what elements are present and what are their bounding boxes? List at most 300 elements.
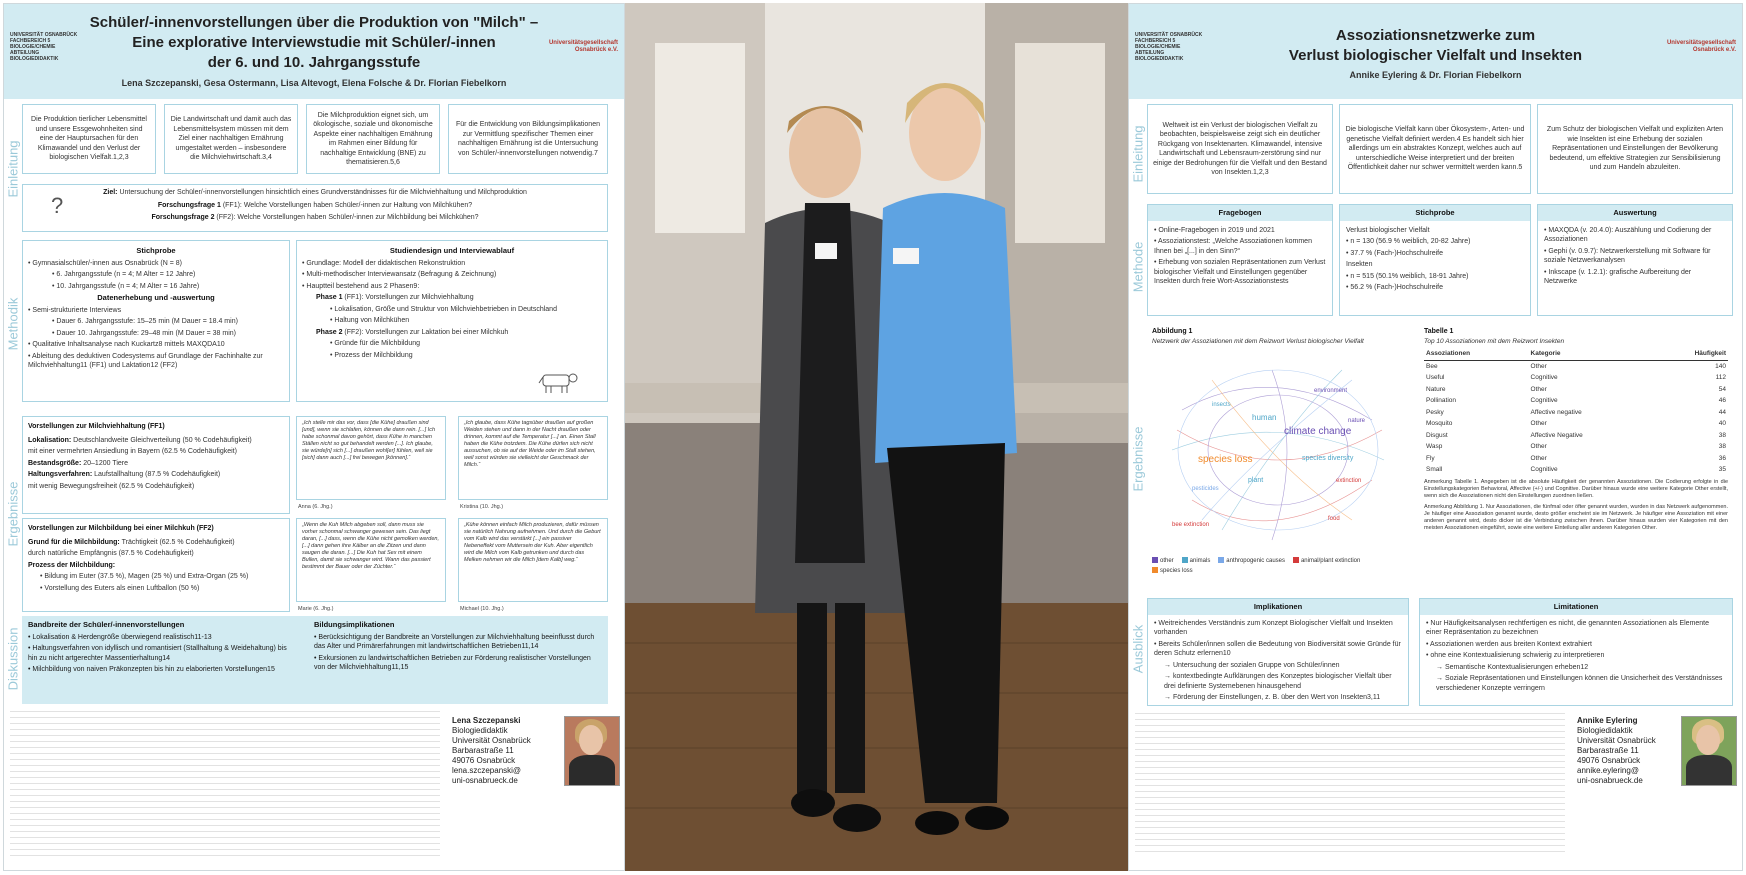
list-item: • Gründe für die Milchbildung [330, 340, 421, 347]
phase-text: (FF2): Vorstellungen zur Laktation bei einer Milchkuh [344, 328, 509, 336]
list-item: • Grundlage: Modell der didaktischen Rekonstruktion [302, 259, 466, 267]
intro-box [1537, 104, 1733, 194]
table-cell: Cognitive [1530, 397, 1558, 404]
contact-email: annike.eylering@ [1577, 766, 1639, 775]
quote-text: „Ich stelle mir das vor, dass [die Kühe] draußen sind [und], wenn sie schlafen, können die dann rein. [...] Ich habe schonmal davon gehört, dass Kühe in manchen Ställen nicht so gut behandelt werden [...]. Ich glaube, sie würde[n] sich [...] draußen wohl[er] fühlen, weil sie [sich] dann auch [...] frei bewegen [können].“ [302, 420, 436, 461]
legend-item [1152, 567, 1193, 577]
intro-box [1339, 104, 1531, 194]
contact-name: Lena Szczepanski [452, 716, 521, 725]
intro-text: Die Produktion tierlicher Lebensmittel und unsere Essgewohnheiten sind eine der Hauptursachen für den Klimawandel und den Verlust der biologischen Vielfalt.1,2,3 [31, 116, 147, 162]
contact-line: Barbarastraße 11 [1577, 746, 1639, 755]
network-node-label: food [1328, 516, 1340, 522]
method-analysis [1537, 204, 1733, 316]
result-text: mit wenig Bewegungsfreiheit (62.5 % Codehäufigkeit) [28, 482, 195, 490]
intro-text: Zum Schutz der biologischen Vielfalt und expliziten Arten wie Insekten ist eine Erhebung der sozialen Repräsentationen und Einstellungen der Bevölkerung bedeutend, um effektive Strategien zur Sensibilisierung und zum Handeln abzuleiten. [1546, 126, 1724, 172]
table-cell: 40 [1718, 420, 1726, 427]
contact-email: uni-osnabrueck.de [1577, 776, 1643, 785]
method-heading: Fragebogen [1148, 205, 1332, 221]
poster-title [1209, 26, 1662, 66]
contact-block [1577, 716, 1656, 786]
list-item: • Assoziationen werden aus breiten Kontext extrahiert [1426, 640, 1592, 648]
implications-heading: Implikationen [1148, 599, 1408, 615]
quote-author: Anna (6. Jhg.) [298, 504, 333, 510]
figure-legend [1152, 556, 1404, 577]
list-text: → Förderung der Einstellungen, z. B. über den Wert von Insekten3,11 [1164, 694, 1381, 701]
table-row [1424, 384, 1728, 396]
list-item: • Hauptteil bestehend aus 2 Phasen9: [302, 282, 420, 290]
section-label-text: Einleitung [5, 140, 21, 198]
list-text: Ableitung des deduktiven Codesystems auf Grundlage der Fachinhalte zur Milchviehhaltung11 (FF1) und Laktation12 (FF2) [28, 352, 263, 369]
table-cell: Bee [1426, 362, 1438, 370]
sample-group-label: Verlust biologischer Vielfalt [1346, 226, 1430, 234]
quote-author: Kristina (10. Jhg.) [460, 504, 504, 510]
list-item: • Exkursionen zu landwirtschaftlichen Betrieben zur Förderung realistischer Vorstellungen von der Milchviehhaltung11,15 [314, 654, 591, 671]
author-photo [1681, 716, 1737, 786]
title-line: Schüler/-innenvorstellungen über die Produktion von "Milch" – [89, 14, 539, 31]
result-text: Trächtigkeit (62.5 % Codehäufigkeit) [121, 538, 235, 546]
section-label-intro [1131, 104, 1145, 204]
section-label-results [6, 414, 20, 614]
table-row [1424, 464, 1728, 476]
poster-milk-study [3, 3, 625, 871]
table-row [1424, 372, 1728, 384]
author-photo [564, 716, 620, 786]
list-item: • Nur Häufigkeitsanalysen rechtfertigen es nicht, die genannten Assoziationen als Elemente einer Repräsentation zu bezeichnen [1426, 619, 1710, 636]
intro-text: Die Landwirtschaft und damit auch das Lebensmittelsystem müssen mit dem Ziel einer nachhaltigen Ernährung umgestaltet werden – insbesondere die Milchviehwirtschaft.3,4 [170, 116, 292, 162]
list-text: Weitreichendes Verständnis zum Konzept Biologischer Vielfalt und Insekten vorhanden [1154, 619, 1393, 636]
legend-label: animals [1189, 557, 1211, 564]
result-line [28, 459, 284, 469]
network-node-label: species loss [1198, 454, 1253, 465]
references-block [1135, 712, 1565, 862]
intro-text: Die biologische Vielfalt kann über Ökosystem-, Arten- und genetische Vielfalt definiert werden.4 Es handelt sich hier allerdings um ein abstraktes Konzept, welches auch auf unterschiedliche Weise interpretiert und der breiten Öffentlichkeit daher nur schwer vermittelt werden kann.5 [1345, 126, 1525, 172]
figure-caption: Netzwerk der Assoziationen mit dem Reizwort Verlust biologischer Vielfalt [1152, 337, 1364, 345]
sample-heading: Stichprobe [136, 246, 176, 255]
list-text: → Untersuchung der sozialen Gruppe von Schüler/innen [1164, 661, 1340, 669]
table-cell: Cognitive [1530, 466, 1558, 473]
contact-name: Annike Eylering [1577, 716, 1638, 725]
list-text: → kontextbedingte Aufklärungen des Konzeptes biologischer Vielfalt über drei definierte Systemebenen hinausgehend [1164, 673, 1392, 690]
university-logo [10, 32, 82, 62]
results-ff1-box [22, 416, 290, 514]
table-cell: Pesky [1426, 408, 1444, 416]
rq1-text: (FF1): Welche Vorstellungen haben Schüler/-innen zur Haltung von Milchkühen? [222, 201, 473, 209]
uni-line: BIOLOGIE/CHEMIE [10, 44, 56, 50]
phase-1 [302, 293, 602, 303]
poster-biodiversity-study [1128, 3, 1743, 871]
figure-network [1147, 324, 1409, 592]
list-item: • Gymnasialschüler/-innen aus Osnabrück (N = 8) [28, 259, 182, 267]
table-cell: Nature [1426, 385, 1446, 393]
table-cell: Other [1530, 420, 1547, 427]
list-text: Vorstellung des Euters als einen Luftballon (50 %) [44, 584, 200, 592]
network-node-label: insects [1212, 402, 1231, 408]
contact-line: Biologiedidaktik [1577, 726, 1633, 735]
list-item: • ohne eine Kontextualisierung schwierig zu interpretieren [1426, 652, 1605, 659]
list-text: Haltungsverfahren von idyllisch und romantisiert (Stallhaltung & Weidehaltung) bis hin zu nicht artgerechter Massentierhaltung14 [28, 645, 287, 662]
network-node-label: bee extinction [1172, 522, 1210, 528]
contact-line: 49076 Osnabrück [1577, 756, 1641, 765]
table-label: Tabelle 1 [1424, 328, 1454, 335]
list-item: • Lokalisation, Größe und Struktur von Milchviehbetrieben in Deutschland [330, 305, 557, 313]
list-text: Gründe für die Milchbildung [334, 340, 421, 347]
result-label: Grund für die Milchbildung: [28, 538, 120, 546]
list-text: 56.2 % (Fach-)Hochschulreife [1350, 284, 1443, 291]
table-cell: Other [1530, 385, 1547, 393]
sponsor-line: Universitätsgesellschaft [1666, 40, 1736, 46]
contact-email: lena.szczepanski@ [452, 766, 522, 775]
phase-2 [302, 328, 602, 338]
section-label-discussion [6, 614, 20, 704]
network-node-label: plant [1248, 477, 1264, 484]
section-label-text: Diskussion [5, 627, 21, 691]
network-node-label: species diversity [1302, 455, 1354, 462]
intro-box [1147, 104, 1333, 194]
table-cell: Disgust [1426, 431, 1448, 439]
result-line [28, 549, 284, 559]
result-line [28, 482, 284, 492]
list-text: n = 515 (50.1% weiblich, 18-91 Jahre) [1350, 272, 1469, 280]
list-text: ohne eine Kontextualisierung schwierig zu interpretieren [1430, 652, 1605, 659]
uni-line: FACHBEREICH 5 [1135, 38, 1176, 44]
list-text: Nur Häufigkeitsanalysen rechtfertigen es nicht, die genannten Assoziationen als Elemente einer Repräsentation zu bezeichnen [1426, 619, 1710, 636]
study-design-box [296, 240, 608, 402]
legend-item [1152, 557, 1174, 567]
quote-box [458, 518, 608, 602]
list-item: • Vorstellung des Euters als einen Luftballon (50 %) [40, 584, 200, 592]
intro-text: Die Milchproduktion eignet sich, um ökologische, soziale und ökonomische Aspekte einer nachhaltigen Ernährung im Rahmen einer Bildung für nachhaltige Entwicklung (BNE) zu thematisieren.5,6 [313, 111, 433, 166]
intro-text: Für die Entwicklung von Bildungsimplikationen zur Vermittlung spezifischer Themen einer nachhaltigen Ernährung ist die Untersuchung von Schüler/-innenvorstellungen notwendig.7 [456, 121, 600, 157]
list-text: Dauer 10. Jahrgangsstufe: 29–48 min (M Dauer = 38 min) [56, 329, 236, 337]
list-text: Lokalisation, Größe und Struktur von Milchviehbetrieben in Deutschland [334, 305, 557, 313]
contact-line: 49076 Osnabrück [452, 756, 516, 765]
associations-table [1424, 348, 1728, 476]
phase-text: (FF1): Vorstellungen zur Milchviehhaltung [344, 294, 474, 301]
result-line [28, 436, 284, 446]
table-cell: Other [1530, 443, 1547, 450]
quote-box [458, 416, 608, 500]
table-header-row [1424, 348, 1728, 360]
list-text: MAXQDA (v. 20.4.0): Auszählung und Codierung der Assoziationen [1544, 226, 1712, 243]
list-text: 10. Jahrgangsstufe (n = 4; M Alter = 16 Jahre) [56, 282, 200, 290]
uni-line: ABTEILUNG BIOLOGIEDIDAKTIK [10, 50, 59, 62]
legend-label: animal/plant extinction [1300, 557, 1361, 564]
intro-box [164, 104, 298, 174]
aim-text: Untersuchung der Schüler/-innenvorstellungen hinsichtlich eines Grundverständnisses für die Milchviehhaltung und Milchproduktion [119, 189, 527, 196]
table-cell: Affective Negative [1530, 431, 1583, 439]
method-heading: Auswertung [1538, 205, 1732, 221]
table-cell: 36 [1718, 454, 1726, 462]
table-caption: Top 10 Assoziationen mit dem Reizwort Insekten [1424, 337, 1565, 345]
list-item: • Bereits Schüler/innen sollen die Bedeutung von Biodiversität sowie Gründe für deren Schutz erlernen10 [1154, 640, 1401, 657]
uni-line: UNIVERSITÄT OSNABRÜCK [1135, 32, 1203, 38]
table-header: Häufigkeit [1651, 348, 1728, 360]
results-ff2-heading: Vorstellungen zur Milchbildung bei einer Milchkuh (FF2) [28, 525, 214, 532]
list-text: Berücksichtigung der Bandbreite an Vorstellungen zur Milchviehhaltung beeinflusst durch das Alter und Primärerfahrungen mit landwirtschaftlichen Betrieben11,14 [314, 633, 595, 650]
limitations-box [1419, 598, 1733, 706]
table-cell: Cognitive [1530, 374, 1558, 381]
result-text: mit einer vermehrten Ansiedlung in Bayern (62.5 % Codehäufigkeit) [28, 448, 237, 455]
list-item: • Milchbildung von naiven Präkonzepten bis hin zu elaborierten Vorstellungen15 [28, 666, 275, 673]
result-line [28, 561, 284, 571]
list-item: • Online-Fragebogen in 2019 und 2021 [1154, 226, 1275, 234]
design-heading: Studiendesign und Interviewablauf [389, 246, 515, 255]
table-row [1424, 453, 1728, 465]
legend-swatch [1218, 557, 1224, 563]
table-cell: Fly [1426, 454, 1435, 462]
quote-author: Michael (10. Jhg.) [460, 606, 504, 612]
table-cell: 35 [1718, 466, 1726, 473]
list-item: • Haltung von Milchkühen [330, 317, 410, 324]
title-line: Verlust biologischer Vielfalt und Insekten [1288, 47, 1583, 64]
list-item: • Qualitative Inhaltsanalyse nach Kuckartz8 mittels MAXQDA10 [28, 341, 225, 348]
title-line: Assoziationsnetzwerke zum [1335, 27, 1536, 44]
aim-box [22, 184, 608, 232]
table-cell: 112 [1715, 374, 1726, 381]
list-text: Assoziationstest: „Welche Assoziationen kommen Ihnen bei „[...] in den Sinn?“ [1154, 238, 1312, 255]
list-item: • n = 130 (56.9 % weiblich, 20-82 Jahre) [1346, 238, 1471, 245]
network-node-label: extinction [1336, 478, 1362, 484]
legend-swatch [1293, 557, 1299, 563]
list-text: Assoziationen werden aus breiten Kontext extrahiert [1430, 640, 1592, 648]
list-text: Gymnasialschüler/-innen aus Osnabrück (N = 8) [32, 259, 182, 267]
figure-label: Abbildung 1 [1152, 328, 1193, 335]
contact-line: Biologiedidaktik [452, 726, 508, 735]
result-line [28, 470, 284, 480]
legend-swatch [1182, 557, 1188, 563]
section-label-intro [6, 104, 20, 234]
list-text: Bereits Schüler/innen sollen die Bedeutung von Biodiversität sowie Gründe für deren Schutz erlernen10 [1154, 640, 1401, 657]
list-text: Lokalisation & Herdengröße überwiegend realistisch11-13 [32, 633, 212, 641]
list-item: • 6. Jahrgangsstufe (n = 4; M Alter = 12 Jahre) [52, 271, 196, 278]
result-line [28, 538, 284, 548]
list-text: Erhebung von sozialen Repräsentationen zum Verlust biologischer Vielfalt und Einstellungen gegenüber Insekten durch freie Wort-Assoziationstests [1154, 259, 1326, 285]
list-item: • Berücksichtigung der Bandbreite an Vorstellungen zur Milchviehhaltung beeinflusst durch das Alter und Primärerfahrungen mit landwirtschaftlichen Betrieben11,14 [314, 633, 595, 650]
network-node-label: environment [1314, 388, 1348, 394]
contact-line: Universität Osnabrück [1577, 736, 1656, 745]
uni-line: FACHBEREICH 5 [10, 38, 51, 44]
title-line: der 6. und 10. Jahrgangsstufe [207, 54, 421, 71]
method-heading: Stichprobe [1340, 205, 1530, 221]
poster-title [84, 13, 544, 73]
implications-box [1147, 598, 1409, 706]
list-text: Gephi (v. 0.9.7): Netzwerkerstellung mit Software für soziale Netzwerkanalysen [1544, 247, 1711, 264]
table-row [1424, 441, 1728, 453]
list-item: • Inkscape (v. 1.2.1): grafische Aufbereitung der Netzwerke [1544, 268, 1692, 285]
table-cell: Other [1530, 362, 1547, 370]
method-sample [1339, 204, 1531, 316]
discussion-range [28, 620, 298, 677]
table-cell: Wasp [1426, 443, 1443, 450]
sponsor-logo [1667, 40, 1736, 54]
discussion-panel [22, 616, 608, 704]
section-label-text: Ausblick [1130, 624, 1146, 674]
legend-item [1182, 557, 1211, 567]
table-row [1424, 407, 1728, 419]
section-label-outlook [1131, 594, 1145, 704]
table-row [1424, 418, 1728, 430]
list-text: Bildung im Euter (37.5 %), Magen (25 %) und Extra-Organ (25 %) [44, 573, 249, 580]
cow-icon [537, 369, 581, 395]
university-logo [1135, 32, 1207, 62]
table-cell: 54 [1718, 385, 1726, 393]
table-note: Anmerkung Tabelle 1. Angegeben ist die absolute Häufigkeit der genannten Assoziationen. Die Codierung erfolgte in die Einstellungskategorien Behavioral, Affective (+/-) und Cognitive. Darüber hinaus wurde eine weitere Kategorie Other erstellt, wenn sich die Assoziationen nicht den Einstellungen zuordnen ließen. [1424, 478, 1728, 499]
list-item: • Semi-strukturierte Interviews [28, 306, 122, 314]
table-cell: Useful [1426, 374, 1445, 381]
list-text: Haltung von Milchkühen [334, 317, 410, 324]
result-text: durch natürliche Empfängnis (87.5 % Codehäufigkeit) [28, 550, 194, 557]
section-label-method [1131, 209, 1145, 324]
list-text: 37.7 % (Fach-)Hochschulreife [1350, 249, 1443, 257]
section-label-text: Methodik [5, 297, 21, 351]
list-text: Qualitative Inhaltsanalyse nach Kuckartz8 mittels MAXQDA10 [32, 341, 225, 348]
list-item: • Prozess der Milchbildung [330, 351, 413, 359]
contact-email: uni-osnabrueck.de [452, 776, 518, 785]
result-text: Laufstallhaltung (87.5 % Codehäufigkeit) [94, 471, 221, 478]
result-label: Lokalisation: [28, 436, 72, 444]
table-cell: 38 [1718, 443, 1726, 450]
legend-label: anthropogenic causes [1226, 557, 1285, 564]
uni-line: UNIVERSITÄT OSNABRÜCK [10, 32, 78, 38]
intro-text: Weltweit ist ein Verlust der biologischen Vielfalt zu beobachten, beispielsweise zeigt sich ein deutlicher Rückgang von Insektenarten. Klimawandel, intensive Landwirtschaft und Lebensraum-zerstörung sind nur einige der Bedrohungen für die Vielfalt und den Bestand von Insekten.1,2,3 [1153, 121, 1327, 176]
rq2-label: Forschungsfrage 2 [151, 214, 215, 221]
table-cell: Affective negative [1530, 408, 1582, 416]
legend-label: species loss [1160, 568, 1193, 574]
list-item: • 56.2 % (Fach-)Hochschulreife [1346, 284, 1443, 291]
rq1-label: Forschungsfrage 1 [157, 201, 221, 209]
list-item: • MAXQDA (v. 20.4.0): Auszählung und Codierung der Assoziationen [1544, 226, 1712, 243]
list-item: • n = 515 (50.1% weiblich, 18-91 Jahre) [1346, 272, 1469, 280]
network-graph [1152, 350, 1404, 550]
intro-box [306, 104, 440, 174]
quote-author: Marie (6. Jhg.) [298, 606, 334, 612]
quote-box [296, 416, 446, 500]
list-text: n = 130 (56.9 % weiblich, 20-82 Jahre) [1350, 238, 1471, 245]
result-line [28, 447, 284, 457]
table-header: Assoziationen [1424, 348, 1529, 360]
list-text: Milchbildung von naiven Präkonzepten bis hin zu elaborierten Vorstellungen15 [32, 666, 275, 673]
results-ff2-box [22, 518, 290, 612]
contact-line: Barbarastraße 11 [452, 746, 514, 755]
list-text: Dauer 6. Jahrgangsstufe: 15–25 min (M Dauer = 18.4 min) [56, 318, 238, 325]
references-block [10, 710, 440, 860]
list-text: → Soziale Repräsentationen und Einstellungen können die Unsicherheit des Verständnisses verschiedener Konzepte verringern [1436, 675, 1723, 692]
section-label-method [6, 240, 20, 408]
list-item: • 37.7 % (Fach-)Hochschulreife [1346, 249, 1443, 257]
legend-label: other [1160, 557, 1174, 564]
legend-swatch [1152, 567, 1158, 573]
intro-box [22, 104, 156, 174]
photo-illustration [625, 3, 1128, 871]
uni-line: ABTEILUNG BIOLOGIEDIDAKTIK [1135, 50, 1184, 62]
result-label: Bestandsgröße: [28, 459, 82, 467]
table-row [1424, 430, 1728, 442]
list-text: 6. Jahrgangsstufe (n = 4; M Alter = 12 Jahre) [56, 271, 196, 278]
list-text: Inkscape (v. 1.2.1): grafische Aufbereitung der Netzwerke [1544, 268, 1692, 285]
table-cell: 46 [1718, 397, 1726, 404]
discussion-heading: Bandbreite der Schüler/-innenvorstellungen [28, 620, 185, 629]
results-ff1-heading: Vorstellungen zur Milchviehhaltung (FF1) [28, 423, 165, 430]
network-node-label: climate change [1284, 426, 1352, 437]
list-text: Semi-strukturierte Interviews [32, 306, 122, 314]
aim-label: Ziel: [103, 189, 118, 196]
poster-header [1129, 4, 1742, 99]
list-item: • Multi-methodischer Interviewansatz (Befragung & Zeichnung) [302, 271, 497, 278]
result-label: Prozess der Milchbildung: [28, 561, 116, 569]
list-text: Multi-methodischer Interviewansatz (Befragung & Zeichnung) [306, 271, 497, 278]
section-label-results [1131, 329, 1145, 589]
section-label-text: Ergebnisse [1130, 426, 1146, 492]
section-label-text: Methode [1130, 241, 1146, 292]
sample-group-label: Insekten [1346, 261, 1373, 268]
sponsor-line: Universitätsgesellschaft [548, 40, 618, 46]
list-item: • Assoziationstest: „Welche Assoziationen kommen Ihnen bei „[...] in den Sinn?“ [1154, 238, 1312, 255]
table-row [1424, 360, 1728, 372]
list-item: • 10. Jahrgangsstufe (n = 4; M Alter = 16 Jahre) [52, 282, 200, 290]
table-cell: Other [1530, 454, 1547, 462]
sample-box [22, 240, 290, 402]
section-label-text: Ergebnisse [5, 481, 21, 547]
table-cell: Mosquito [1426, 420, 1453, 427]
title-line: Eine explorative Interviewstudie mit Schüler/-innen [132, 34, 496, 51]
network-node-label: nature [1348, 418, 1366, 424]
poster-authors: Annike Eylering & Dr. Florian Fiebelkorn [1349, 70, 1522, 80]
table-header: Kategorie [1529, 348, 1651, 360]
table-cell: 38 [1718, 431, 1726, 439]
list-text: Exkursionen zu landwirtschaftlichen Betrieben zur Förderung realistischer Vorstellungen von der Milchviehhaltung11,15 [314, 654, 591, 671]
rq2-text: (FF2): Welche Vorstellungen haben Schüler/-innen zur Milchbildung bei Milchkühen? [216, 214, 479, 221]
result-label: Haltungsverfahren: [28, 471, 93, 478]
photo-two-presenters [625, 3, 1128, 871]
limitations-heading: Limitationen [1420, 599, 1732, 615]
implications-heading: Bildungsimplikationen [314, 620, 395, 629]
result-text: 20–1200 Tiere [83, 459, 129, 467]
poster-authors: Lena Szczepanski, Gesa Ostermann, Lisa Altevogt, Elena Folsche & Dr. Florian Fiebelkorn [121, 78, 507, 88]
table-cell: 140 [1715, 362, 1726, 370]
list-item: • Erhebung von sozialen Repräsentationen zum Verlust biologischer Vielfalt und Einstellungen gegenüber Insekten durch freie Wort-Assoziationstests [1154, 259, 1326, 285]
table-top10 [1419, 324, 1733, 592]
intro-box [448, 104, 608, 174]
list-item: • Dauer 6. Jahrgangsstufe: 15–25 min (M Dauer = 18.4 min) [52, 318, 238, 325]
contact-block [452, 716, 531, 786]
list-item: • Ableitung des deduktiven Codesystems auf Grundlage der Fachinhalte zur Milchviehhaltung11 (FF1) und Laktation12 (FF2) [28, 352, 263, 369]
quote-text: „Ich glaube, dass Kühe tagsüber draußen auf großen Weiden stehen und dann in der Nacht draußen oder drinnen, kommt auf die Temperatur [...] an. Einen Stall haben die Kühe trotzdem. Die Kühe dürfen sich nicht aussuchen, ob sie auf der Weide oder im Stall stehen, weil sonst würden sie vielleicht der Geschmack der Milch.“ [464, 420, 596, 468]
list-item: • Gephi (v. 0.9.7): Netzwerkerstellung mit Software für soziale Netzwerkanalysen [1544, 247, 1711, 264]
table-cell: Small [1426, 466, 1443, 473]
poster-header [4, 4, 624, 99]
list-item: • Lokalisation & Herdengröße überwiegend realistisch11-13 [28, 633, 212, 641]
data-collection-heading: Datenerhebung und -auswertung [97, 293, 215, 302]
list-item: • Weitreichendes Verständnis zum Konzept Biologischer Vielfalt und Insekten vorhanden [1154, 619, 1393, 636]
network-node-label: human [1252, 413, 1277, 422]
list-text: Grundlage: Modell der didaktischen Rekonstruktion [306, 259, 466, 267]
question-mark-icon: ? [51, 193, 64, 218]
phase-label: Phase 2 [316, 328, 343, 336]
sponsor-logo [549, 40, 618, 54]
list-item: • Dauer 10. Jahrgangsstufe: 29–48 min (M Dauer = 38 min) [52, 329, 236, 337]
list-item: • Haltungsverfahren von idyllisch und romantisiert (Stallhaltung & Weidehaltung) bis hin zu nicht artgerechter Massentierhaltung14 [28, 645, 287, 662]
legend-item [1293, 557, 1360, 567]
list-text: Hauptteil bestehend aus 2 Phasen9: [306, 282, 420, 290]
quote-text: „Wenn die Kuh Milch abgeben soll, dann muss sie vorher schonmal schwanger gewesen sein. Das liegt daran, [...] dass, wenn die Kühe nicht gemolken werden, [...] dann gehen ihre Kälber an die Zitzen und dann saugen die daran. [...] Die Kuh hat Sex mit einem Bullen, damit sie schwanger wird. Wann das passiert bestimmt der Bauer oder der Züchter.“ [302, 522, 439, 570]
list-text: Prozess der Milchbildung [334, 351, 413, 359]
quote-box [296, 518, 446, 602]
phase-label: Phase 1 [316, 294, 343, 301]
method-questionnaire [1147, 204, 1333, 316]
sponsor-line: Osnabrück e.V. [574, 47, 618, 53]
figure-note: Anmerkung Abbildung 1. Nur Assoziationen, die fünfmal oder öfter genannt wurden, wurden in das Netzwerk aufgenommen. Je häufiger eine Assoziation genannt wurde, desto größer erscheint sie im Netzwerk. Je häufiger eine Assoziation mit einer anderen genannt wird, desto dicker ist die Verbindung zwischen ihnen. Darüber hinaus wurden vier Kategorien mit den meisten Assoziationen eingeführt, sowie eine weitere Einteilung aller anderen Kategorien Other. [1424, 503, 1728, 531]
legend-swatch [1152, 557, 1158, 563]
